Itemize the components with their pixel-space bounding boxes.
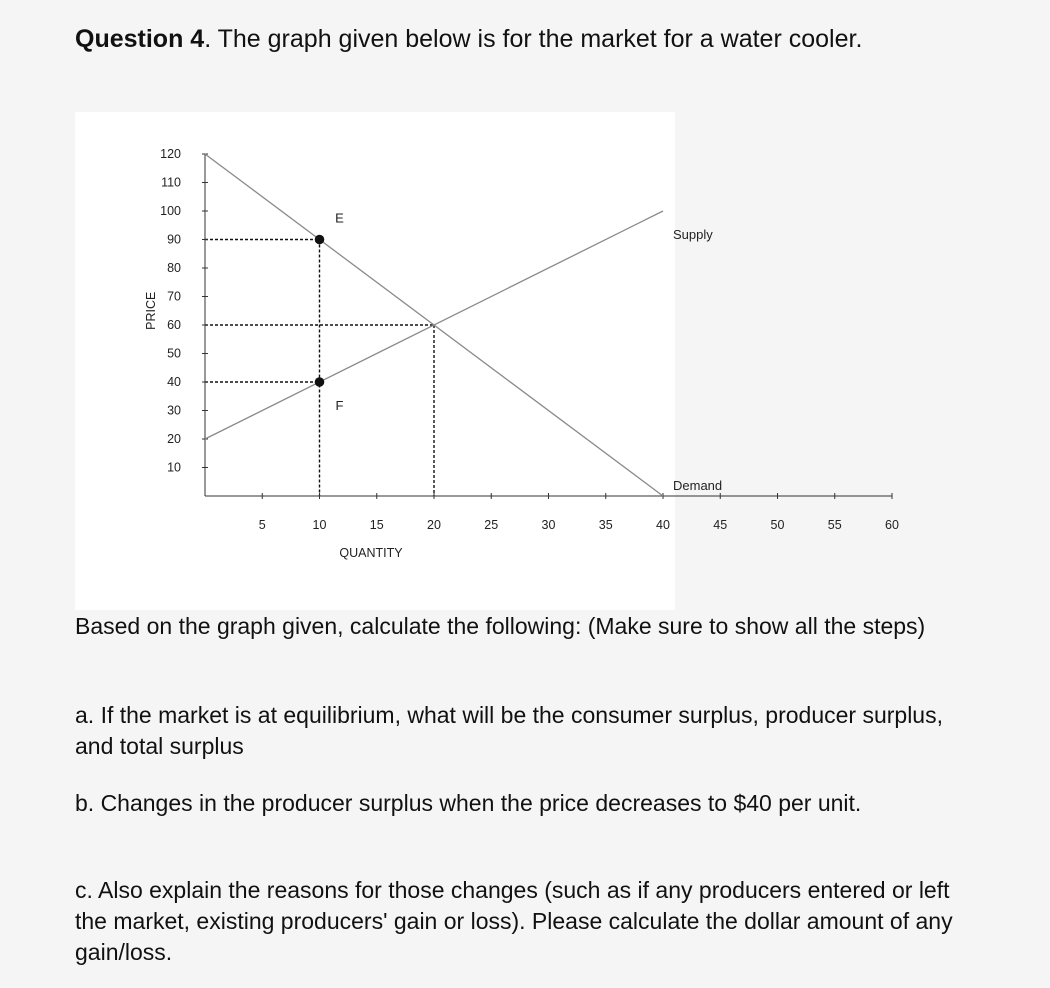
point-label-e: E bbox=[335, 210, 344, 226]
instructions-text: Based on the graph given, calculate the following: (Make sure to show all the steps) bbox=[75, 613, 926, 639]
point-e bbox=[315, 235, 325, 245]
y-tick-label: 40 bbox=[167, 375, 181, 389]
x-tick-label: 55 bbox=[827, 518, 842, 532]
y-tick-label: 60 bbox=[167, 318, 181, 332]
x-tick-label: 25 bbox=[484, 518, 499, 532]
supply-label: Supply bbox=[673, 227, 713, 242]
y-tick-label: 20 bbox=[167, 432, 181, 446]
y-tick-label: 80 bbox=[167, 261, 181, 275]
x-tick-label: 40 bbox=[656, 518, 670, 532]
y-tick-label: 90 bbox=[167, 232, 181, 247]
y-tick-label: 120 bbox=[160, 147, 181, 161]
y-tick-label: 70 bbox=[167, 289, 181, 304]
question-part-b: b. Changes in the producer surplus when the price decreases to $40 per unit. bbox=[75, 790, 862, 816]
demand-curve bbox=[205, 154, 663, 496]
y-tick-label: 50 bbox=[167, 346, 181, 361]
chart-svg bbox=[75, 112, 899, 610]
y-tick-label: 100 bbox=[160, 204, 181, 218]
y-axis-label: PRICE bbox=[144, 291, 158, 330]
question-part-a: a. If the market is at equilibrium, what will be the consumer surplus, producer surplus, and total surplus bbox=[75, 702, 943, 759]
question-number: Question 4 bbox=[75, 25, 205, 53]
x-tick-label: 10 bbox=[312, 518, 327, 532]
market-chart bbox=[75, 112, 899, 610]
x-tick-label: 50 bbox=[770, 518, 785, 532]
point-f bbox=[315, 377, 325, 387]
question-part-c: c. Also explain the reasons for those changes (such as if any producers entered or left the market, existing producers' gain or loss). Please calculate the dollar amount of any gain/loss. bbox=[75, 877, 953, 965]
x-tick-label: 30 bbox=[541, 518, 556, 532]
y-tick-label: 10 bbox=[167, 460, 181, 475]
x-tick-label: 35 bbox=[598, 518, 613, 532]
demand-label: Demand bbox=[673, 478, 723, 493]
x-tick-label: 15 bbox=[369, 518, 384, 532]
x-tick-label: 60 bbox=[885, 518, 899, 532]
y-tick-label: 110 bbox=[161, 175, 181, 190]
x-tick-label: 20 bbox=[427, 518, 441, 532]
y-tick-label: 30 bbox=[167, 403, 181, 418]
question-title bbox=[75, 22, 862, 56]
question-title-text: . The graph given below is for the market for a water cooler. bbox=[204, 25, 863, 53]
x-tick-label: 45 bbox=[713, 518, 728, 532]
x-axis-label: QUANTITY bbox=[339, 546, 403, 560]
x-tick-label: 5 bbox=[258, 518, 266, 532]
point-label-f: F bbox=[335, 398, 344, 413]
